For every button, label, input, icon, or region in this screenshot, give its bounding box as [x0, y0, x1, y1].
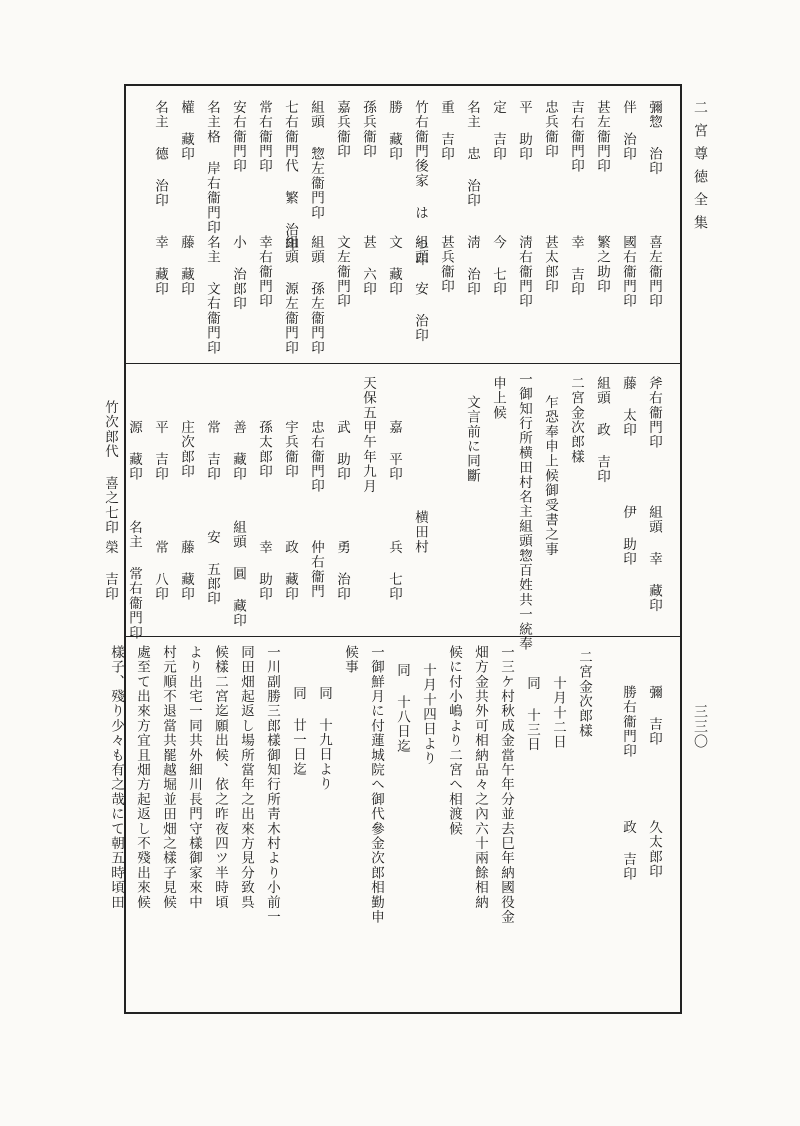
text-column: 天保五甲午年九月: [360, 376, 376, 494]
text-column: 榮 吉印: [102, 540, 118, 602]
page-number: 三三〇: [692, 704, 708, 749]
text-column: 兵 七印: [386, 540, 402, 602]
text-column: 畑方金共外可相納品々之內六十兩餘相納: [472, 645, 488, 910]
text-column: 組頭 政 吉印: [594, 376, 610, 484]
text-column: 彌惣 治印: [646, 100, 662, 176]
text-column: 勝 藏印: [386, 100, 402, 162]
text-column: 文 藏印: [386, 235, 402, 297]
text-column: 幸右衞門印: [256, 235, 272, 309]
text-column: 甚 六印: [360, 235, 376, 297]
text-column: 彌 吉印: [646, 685, 662, 747]
text-column: 嘉兵衞印: [334, 100, 350, 159]
text-column: 候事: [342, 645, 358, 675]
text-column: 嘉 平印: [386, 420, 402, 482]
text-column: 庄次郎印: [178, 420, 194, 479]
text-column: 同 廿一日迄: [290, 686, 306, 777]
text-column: 善 藏印: [230, 420, 246, 482]
text-column: 竹右衞門後家 は つ印: [412, 100, 428, 267]
text-column: 一三ケ村秋成金當午年分並去巳年納國役金: [498, 645, 514, 925]
text-column: 一川副勝三郎樣御知行所靑木村より小前一: [264, 645, 280, 925]
text-column: 藤 藏印: [178, 235, 194, 297]
text-column: 文左衞門印: [334, 235, 350, 309]
text-column: 七右衞門代 繁 治印: [282, 100, 298, 252]
running-header-title: 二宮尊徳全集: [692, 100, 708, 238]
text-column: 淸 治印: [464, 235, 480, 297]
text-column: 幸 藏印: [152, 235, 168, 297]
text-column: 勝右衞門印: [620, 685, 636, 759]
text-column: 組頭 惣左衞門印: [308, 100, 324, 221]
text-column: 孫兵衞印: [360, 100, 376, 159]
text-column: 文言前に同斷: [464, 395, 480, 484]
text-column: 常 吉印: [204, 420, 220, 482]
text-column: 同 十八日迄: [394, 663, 410, 754]
text-column: 申上候: [490, 376, 506, 421]
text-column: 幸 吉印: [568, 235, 584, 297]
text-column: 一御知行所横田村名主組頭惣百姓共一統奉: [516, 372, 532, 652]
text-column: 平 吉印: [152, 420, 168, 482]
text-column: 組頭 源左衞門印: [282, 235, 298, 356]
text-column: 平 助印: [516, 100, 532, 162]
text-column: 幸 助印: [256, 540, 272, 602]
text-column: 常右衞門印: [256, 100, 272, 174]
text-column: 名主 德 治印: [152, 100, 168, 208]
section-divider-2: [124, 636, 682, 637]
text-column: 同 十九日より: [316, 686, 332, 792]
text-column: 伊 助印: [620, 505, 636, 567]
section-divider-1: [124, 363, 682, 364]
text-column: 常 八印: [152, 540, 168, 602]
text-column: 源 藏印: [126, 420, 142, 482]
text-column: 名主 文右衞門印: [204, 235, 220, 356]
text-column: 樣子、殘り少々も有之哉にて朝五時頃田: [108, 645, 124, 910]
text-column: 伴 治印: [620, 100, 636, 162]
text-column: 勇 治印: [334, 540, 350, 602]
text-column: 同 十三日: [524, 676, 540, 752]
text-column: 二宮金次郎樣: [576, 650, 592, 739]
text-column: 名主 常右衞門印: [126, 520, 142, 641]
text-column: 横田村: [412, 510, 428, 555]
text-column: 名主 忠 治印: [464, 100, 480, 208]
text-column: 組頭 幸 藏印: [646, 505, 662, 613]
text-column: 權 藏印: [178, 100, 194, 162]
text-column: 竹次郎代 喜之七印: [102, 400, 118, 535]
text-column: 武 助印: [334, 420, 350, 482]
text-column: 組頭 圓 藏印: [230, 520, 246, 628]
text-column: 重 吉印: [438, 100, 454, 162]
text-column: 甚左衞門印: [594, 100, 610, 174]
text-column: 十月十二日: [550, 676, 566, 750]
text-column: 藤 藏印: [178, 540, 194, 602]
text-column: 孫太郎印: [256, 420, 272, 479]
text-column: 斧右衞門印: [646, 376, 662, 450]
text-column: 一御鮮月に付蓮城院へ御代參金次郎相勤申: [368, 645, 384, 925]
text-column: 今 七印: [490, 235, 506, 297]
text-column: 忠右衞門印: [308, 420, 324, 494]
text-column: 政 藏印: [282, 540, 298, 602]
text-column: 組頭 孫左衞門印: [308, 235, 324, 356]
text-column: 喜左衞門印: [646, 235, 662, 309]
text-column: 宇兵衞印: [282, 420, 298, 479]
text-column: 忠兵衞印: [542, 100, 558, 159]
text-column: 定 吉印: [490, 100, 506, 162]
text-column: 甚太郎印: [542, 235, 558, 294]
text-column: 政 吉印: [620, 820, 636, 882]
text-column: 候に付小嶋より二宮へ相渡候: [446, 645, 462, 837]
text-column: 安 五郎印: [204, 530, 220, 606]
text-column: 甚兵衞印: [438, 235, 454, 294]
text-column: 二宮金次郎樣: [568, 376, 584, 465]
text-column: 淸右衞門印: [516, 235, 532, 309]
text-column: 安右衞門印: [230, 100, 246, 174]
text-column: 村元順不退當共罷越堀並田畑之樣子見候: [160, 645, 176, 910]
text-column: 組頭 安 治印: [412, 235, 428, 343]
text-column: 久太郎印: [646, 820, 662, 879]
text-column: 候樣二宮迄願出候、依之昨夜四ツ半時頃: [212, 645, 228, 910]
text-column: より出宅一同共外細川長門守樣御家來中: [186, 645, 202, 910]
text-column: 同田畑起返し場所當年之出來方見分致呉: [238, 645, 254, 910]
text-column: 處至て出來方宜且畑方起返し不殘出來候: [134, 645, 150, 910]
text-column: 小 治郎印: [230, 235, 246, 311]
text-column: 仲右衞門: [308, 540, 324, 599]
text-column: 十月十四日より: [420, 663, 436, 766]
text-column: 藤 太印: [620, 376, 636, 438]
text-column: 乍恐奉申上候御受書之事: [542, 395, 558, 557]
text-column: 國右衞門印: [620, 235, 636, 309]
text-column: 名主格 岸右衞門印: [204, 100, 220, 235]
text-column: 吉右衞門印: [568, 100, 584, 174]
text-column: 繁之助印: [594, 235, 610, 294]
